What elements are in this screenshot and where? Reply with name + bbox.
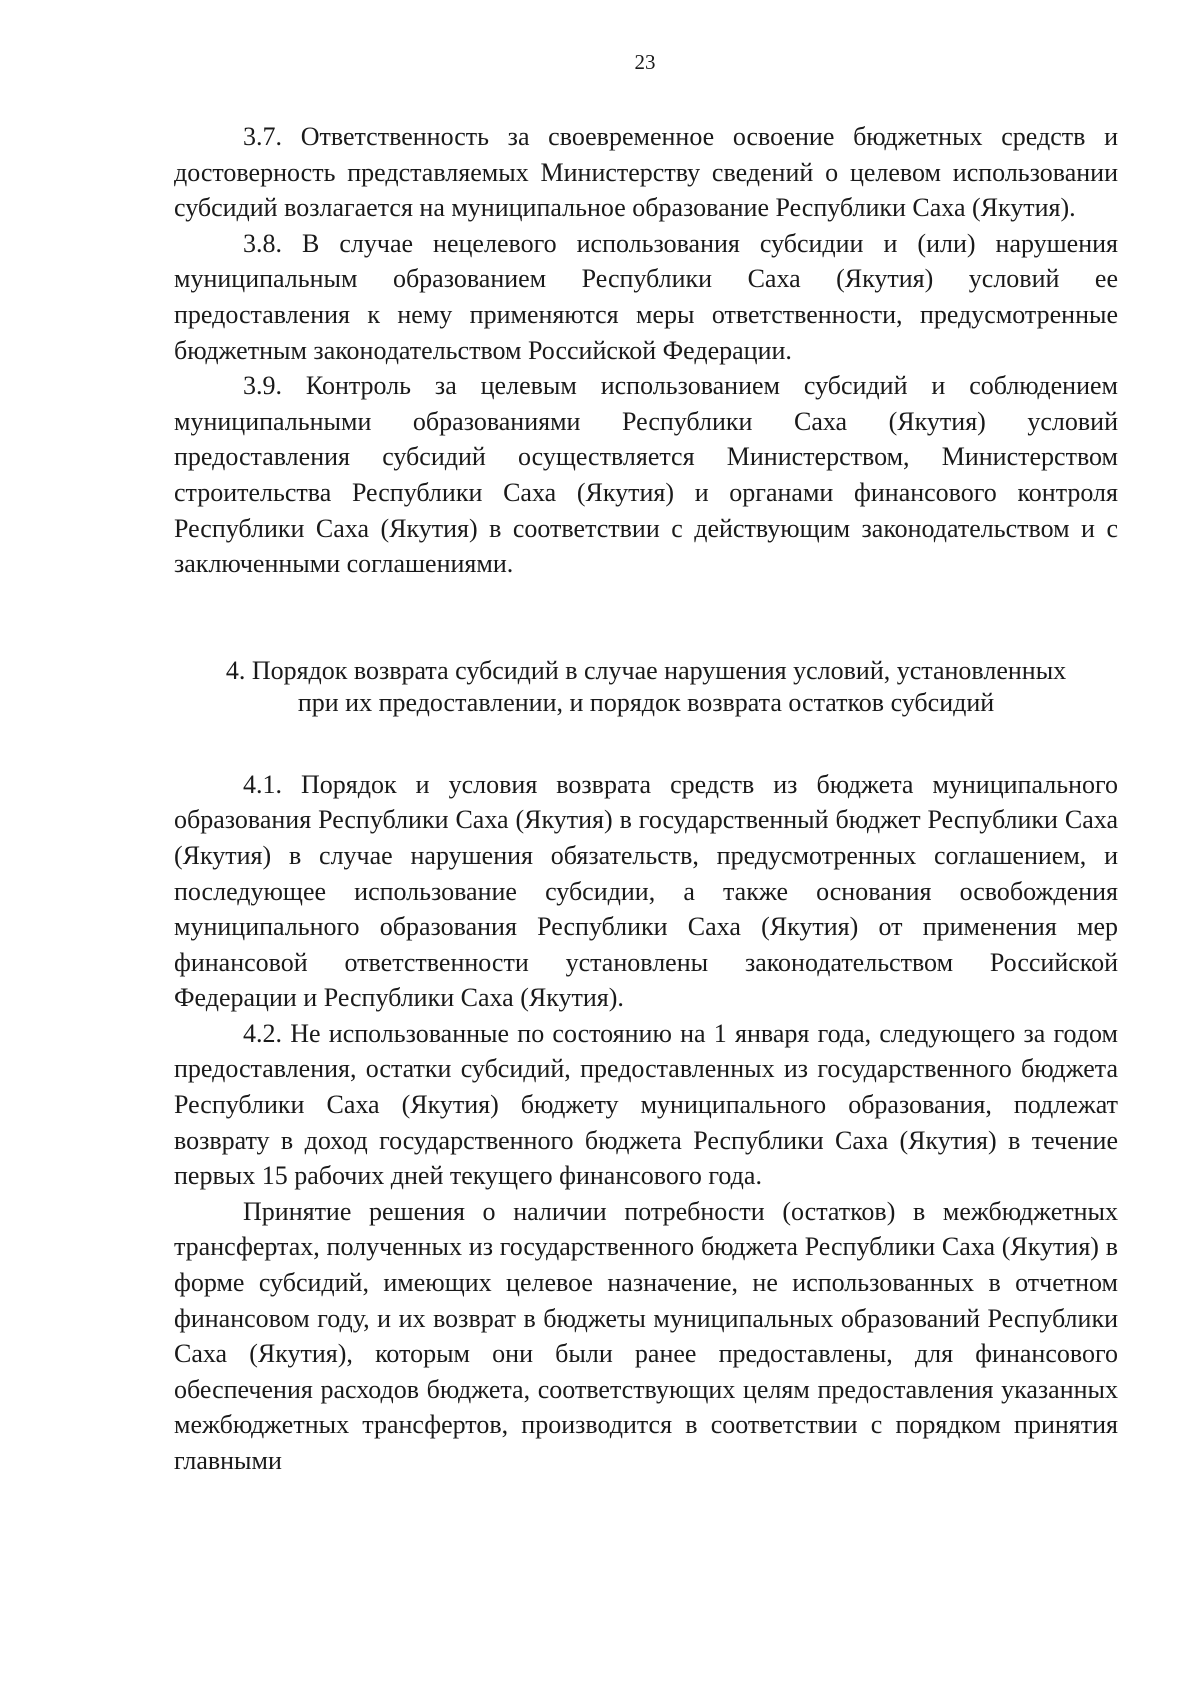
paragraph-4-1: 4.1. Порядок и условия возврата средств из бюджета муниципального образования Республики Саха (Якутия) в государственный бюджет Республики Саха (Якутия) в случае нарушения обязательств, предусмотренных соглашением, и последующее использование субсидии, а также основания освобождения муниципального образования Республики Саха (Якутия) от применения мер финансовой ответственности установлены законодательством Российской Федерации и Республики Саха (Якутия). [174, 769, 1118, 1013]
paragraph-3-7: 3.7. Ответственность за своевременное освоение бюджетных средств и достоверность представляемых Министерству сведений о целевом использовании субсидий возлагается на муниципальное образование Республики Саха (Якутия). [174, 122, 1118, 223]
spacer [174, 719, 1118, 767]
page-number: 23 [634, 50, 656, 74]
document-body [174, 119, 1118, 1479]
section-4-heading-line-1: 4. Порядок возврата субсидий в случае нарушения условий, установленных [225, 655, 1067, 685]
paragraph-3-8: 3.8. В случае нецелевого использования субсидии и (или) нарушения муниципальным образованием Республики Саха (Якутия) условий ее предоставления к нему применяются меры ответственности, предусмотренные бюджетным законодательством Российской Федерации. [174, 228, 1118, 365]
paragraph-4-2-continued: Принятие решения о наличии потребности (остатков) в межбюджетных трансфертах, полученных из государственного бюджета Республики Саха (Якутия) в форме субсидий, имеющих целевое назначение, не использованных в отчетном финансовом году, и их возврат в бюджеты муниципальных образований Республики Саха (Якутия), которым они были ранее предоставлены, для финансового обеспечения расходов бюджета, соответствующих целям предоставления указанных межбюджетных трансфертов, производится в соответствии с порядком принятия главными [174, 1196, 1118, 1475]
section-4-heading-line-2: при их предоставлении, и порядок возврата остатков субсидий [297, 687, 995, 717]
spacer [174, 582, 1118, 655]
paragraph-3-9: 3.9. Контроль за целевым использованием субсидий и соблюдением муниципальными образованиями Республики Саха (Якутия) условий предоставления субсидий осуществляется Министерством, Министерством строительства Республики Саха (Якутия) и органами финансового контроля Республики Саха (Якутия) в соответствии с действующим законодательством и с заключенными соглашениями. [174, 371, 1118, 579]
paragraph-4-2: 4.2. Не использованные по состоянию на 1 января года, следующего за годом предоставления, остатки субсидий, предоставленных из государственного бюджета Республики Саха (Якутия) бюджету муниципального образования, подлежат возврату в доход государственного бюджета Республики Саха (Якутия) в течение первых 15 рабочих дней текущего финансового года. [174, 1018, 1118, 1191]
section-4-heading [174, 655, 1118, 719]
